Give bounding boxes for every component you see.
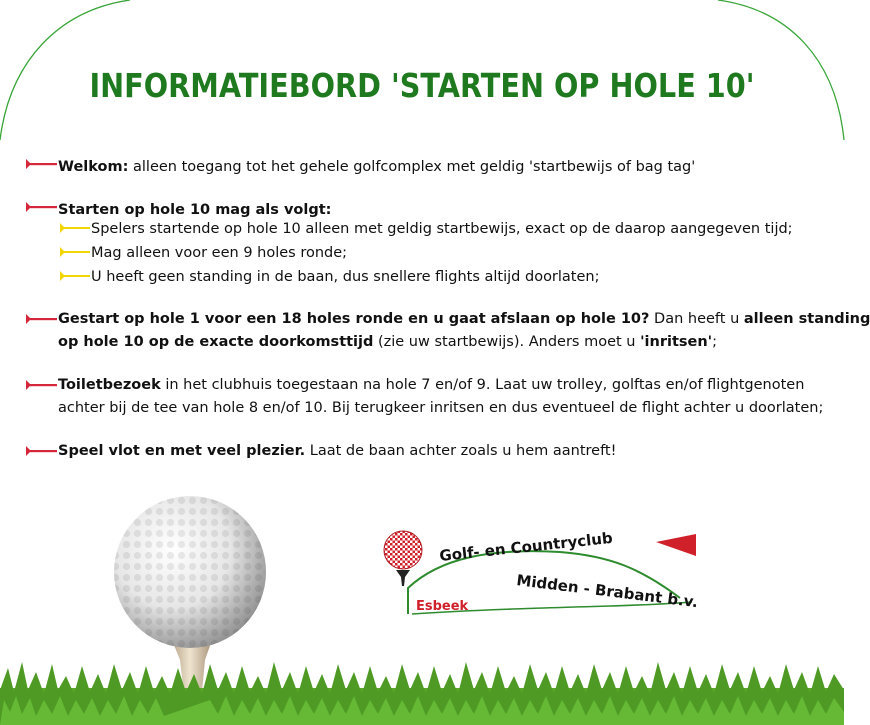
page-title: INFORMATIEBORD 'STARTEN OP HOLE 10': [89, 66, 755, 105]
starten-heading-text: Starten op hole 10 mag als volgt:: [58, 202, 332, 218]
toilet-label: Toiletbezoek: [58, 377, 161, 393]
logo-place: Esbeek: [416, 599, 469, 614]
golf-ball: [114, 496, 266, 648]
starten-sub-1: Spelers startende op hole 10 alleen met geldig startbewijs, exact op de daarop aangegeven tijd;: [91, 221, 793, 237]
logo-line-1: Golf- en Countryclub: [438, 528, 614, 565]
gestart-bold-3: op hole 10 op de exacte doorkomsttijd: [58, 334, 374, 350]
starten-sub-2: Mag alleen voor een 9 holes ronde;: [91, 245, 348, 261]
checkered-ball-icon: [384, 531, 422, 569]
toilet-line-2: achter bij de tee van hole 8 en/of 10. Bij terugkeer inritsen en dus eventueel de flight achter u doorlaten;: [58, 400, 824, 416]
toilet-text-1: in het clubhuis toegestaan na hole 7 en/of 9. Laat uw trolley, golftas en/of flightgenoten: [160, 377, 805, 393]
gestart-bold-2: alleen standing: [743, 311, 870, 327]
gestart-text-3: ;: [712, 334, 717, 350]
gestart-text-1: Dan heeft u: [649, 311, 744, 327]
flag-icon: [656, 534, 696, 556]
gestart-bold-1: Gestart op hole 1 voor een 18 holes ronde en u gaat afslaan op hole 10?: [58, 311, 650, 327]
starten-sub-3: U heeft geen standing in de baan, dus snellere flights altijd doorlaten;: [91, 269, 600, 285]
logo-line-2: Midden - Brabant b.v.: [515, 571, 699, 612]
gestart-bold-4: 'inritsen': [640, 334, 713, 350]
club-logo: [380, 528, 700, 620]
gestart-text-2: (zie uw startbewijs). Anders moet u: [373, 334, 641, 350]
speel-label: Speel vlot en met veel plezier.: [58, 443, 306, 459]
welkom-label: Welkom:: [58, 159, 129, 175]
speel-text: Laat de baan achter zoals u hem aantreft!: [305, 443, 617, 459]
welkom-text: alleen toegang tot het gehele golfcomplex met geldig 'startbewijs of bag tag': [128, 159, 696, 175]
